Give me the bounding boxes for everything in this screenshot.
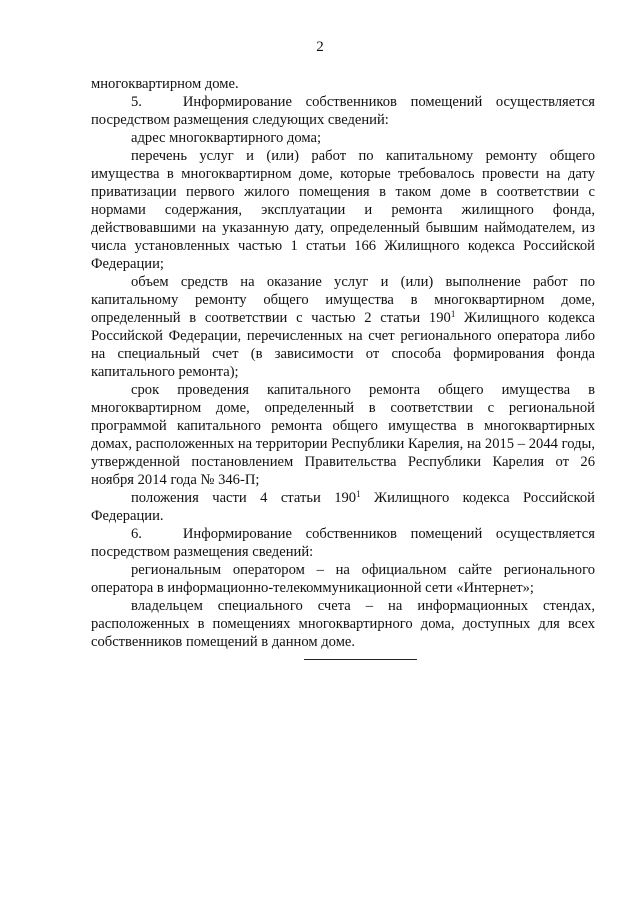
paragraph-funds-volume-text-1: объем средств на оказание услуг и (или) выполнение работ по капитальному ремонту общего имущества в многоквартирном доме, определенный в соответствии с частью 2 статьи 190 — [91, 274, 595, 326]
page-number: 2 — [316, 39, 324, 55]
paragraph-continuation: многоквартирном доме. — [91, 76, 239, 92]
paragraph-works-list: перечень услуг и (или) работ по капитальному ремонту общего имущества в многоквартирном доме, которые требовалось провести на дату приватизации первого жилого помещения в таком доме в соответствии с нормами содержания, эксплуатации и ремонта жилищного фонда, действовавшими на указанную дату, определенный бывшим наймодателем, из числа установленных частью 1 статьи 166 Жилищного кодекса Российской Федерации; — [91, 148, 595, 272]
superscript-index: 1 — [356, 489, 361, 499]
document-body — [91, 75, 595, 651]
paragraph-article-provisions-text-1: положения части 4 статьи 190 — [131, 490, 357, 506]
paragraph-funds-volume-text-2: Жилищного кодекса Российской Федерации, перечисленных на счет регионального оператора либо на специальный счет (в зависимости от способа формирования фонда капитального ремонта); — [91, 310, 595, 380]
paragraph-article-provisions-text-2: Жилищного кодекса Российской Федерации. — [91, 490, 595, 524]
paragraph-item-6: 6. Информирование собственников помещений осуществляется посредством размещения сведений: — [91, 526, 595, 560]
paragraph-item-5: 5. Информирование собственников помещений осуществляется посредством размещения следующих сведений: — [91, 94, 595, 128]
paragraph-repair-term: срок проведения капитального ремонта общего имущества в многоквартирном доме, определенный в соответствии с региональной программой капитального ремонта общего имущества в многоквартирных домах, расположенных на территории Республики Карелия, на 2015 – 2044 годы, утвержденной постановлением Правительства Республики Карелия от 26 ноября 2014 года № 346-П; — [91, 382, 595, 488]
paragraph-account-owner: владельцем специального счета – на информационных стендах, расположенных в помещениях многоквартирного дома, доступных для всех собственников помещений в данном доме. — [91, 598, 595, 650]
paragraph-regional-operator: региональным оператором – на официальном сайте регионального оператора в информационно-телекоммуникационной сети «Интернет»; — [91, 562, 595, 596]
paragraph-article-provisions — [91, 489, 595, 525]
paragraph-address: адрес многоквартирного дома; — [131, 130, 322, 146]
end-of-document-rule — [304, 659, 417, 660]
paragraph-funds-volume — [91, 273, 595, 381]
superscript-index: 1 — [450, 309, 456, 319]
